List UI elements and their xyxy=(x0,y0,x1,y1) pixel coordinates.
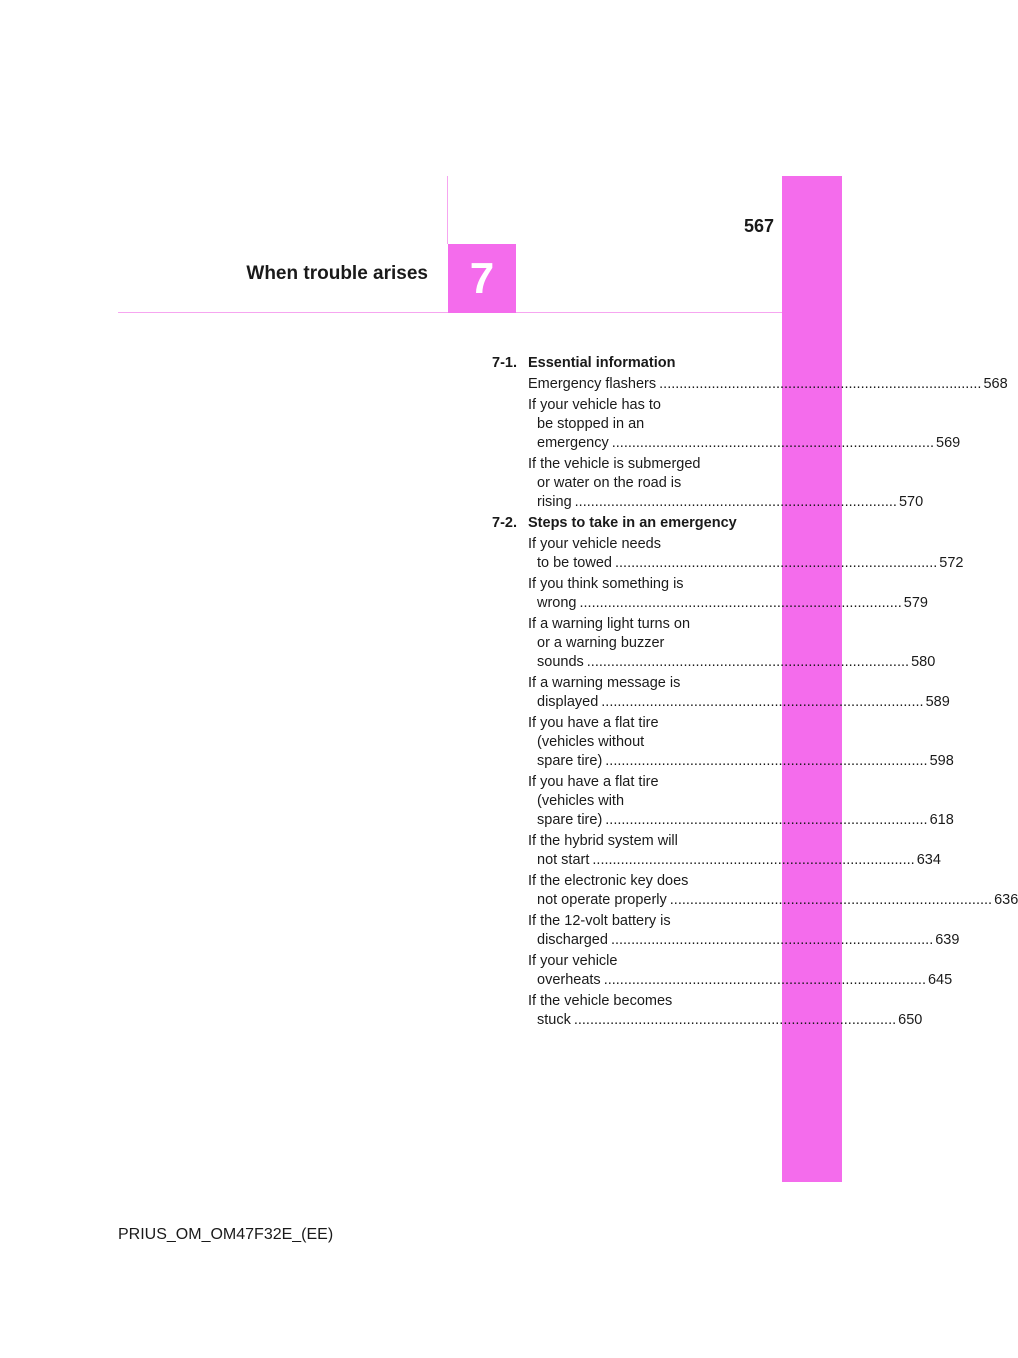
table-of-contents xyxy=(492,354,1018,1032)
toc-entry-text: If the vehicle is submerged xyxy=(528,456,701,472)
section-number: 7-1. xyxy=(492,355,517,371)
toc-entry[interactable] xyxy=(492,455,924,512)
toc-entry-line xyxy=(528,752,954,771)
chapter-title: When trouble arises xyxy=(246,263,428,284)
toc-entry[interactable] xyxy=(492,952,953,990)
toc-dot-leader: ................................................................................ xyxy=(573,1012,897,1028)
toc-dot-leader: ................................................................................ xyxy=(610,932,934,948)
toc-entry-text: If you have a flat tire xyxy=(528,774,659,790)
toc-page-number: 589 xyxy=(925,694,950,710)
toc-entry-text: If the electronic key does xyxy=(528,873,689,889)
toc-dot-leader: ................................................................................ xyxy=(586,654,910,670)
footer-document-id: PRIUS_OM_OM47F32E_(EE) xyxy=(118,1226,334,1243)
toc-dot-leader: ................................................................................ xyxy=(601,694,924,710)
toc-entry[interactable] xyxy=(492,714,954,771)
toc-dot-leader: ................................................................................ xyxy=(592,852,915,868)
toc-entry-text: overheats xyxy=(537,972,601,988)
toc-entry-line xyxy=(528,493,924,512)
toc-entry-text: or a warning buzzer xyxy=(537,635,665,651)
toc-dot-leader: ................................................................................ xyxy=(659,376,982,392)
toc-entry-text: emergency xyxy=(537,435,609,451)
toc-page-number: 639 xyxy=(935,932,960,948)
toc-entry-line xyxy=(528,971,953,990)
toc-page-number: 568 xyxy=(983,376,1008,392)
toc-dot-leader: ................................................................................ xyxy=(669,892,993,908)
toc-page-number: 598 xyxy=(929,753,954,769)
toc-entry-line xyxy=(528,773,740,792)
toc-entry-line xyxy=(528,375,1008,394)
toc-entry[interactable] xyxy=(492,575,928,613)
toc-entry-text: displayed xyxy=(537,694,599,710)
toc-entry-text: Emergency flashers xyxy=(528,376,657,392)
toc-entry-line xyxy=(528,434,961,453)
toc-dot-leader: ................................................................................ xyxy=(574,494,897,510)
toc-entry-line xyxy=(528,851,941,870)
toc-entry-text: If your vehicle needs xyxy=(528,536,661,552)
toc-entry-text: rising xyxy=(537,494,572,510)
toc-entry-text: not start xyxy=(537,852,590,868)
toc-entry-text: If a warning message is xyxy=(528,675,681,691)
toc-entry-text: sounds xyxy=(537,654,584,670)
toc-entry-line xyxy=(528,792,740,811)
toc-entry-text: If the hybrid system will xyxy=(528,833,678,849)
toc-entry-line xyxy=(528,634,740,653)
toc-entry-line xyxy=(528,674,740,693)
toc-entry-line xyxy=(528,891,1018,910)
section-title: Steps to take in an emergency xyxy=(528,515,737,531)
toc-page-number: 570 xyxy=(898,494,924,510)
toc-entry[interactable] xyxy=(492,912,960,950)
chapter-side-tab xyxy=(782,176,842,1182)
toc-entry-text: or water on the road is xyxy=(537,475,682,491)
header-vertical-rule xyxy=(447,176,448,244)
toc-page-number: 580 xyxy=(911,654,936,670)
toc-page-number: 579 xyxy=(903,595,928,611)
toc-page-number: 572 xyxy=(939,555,964,571)
toc-entry-line xyxy=(528,455,740,474)
toc-page-number: 569 xyxy=(936,435,961,451)
toc-entry-line xyxy=(528,992,740,1011)
toc-entry[interactable] xyxy=(492,615,936,672)
toc-entry-line xyxy=(528,535,740,554)
toc-entry-line xyxy=(528,714,740,733)
toc-entry-text: be stopped in an xyxy=(537,416,645,432)
toc-dot-leader: ................................................................................ xyxy=(611,435,935,451)
section-title: Essential information xyxy=(528,355,676,371)
toc-entry-line xyxy=(528,693,950,712)
toc-dot-leader: ................................................................................ xyxy=(603,972,926,988)
toc-entry-text: wrong xyxy=(537,595,577,611)
toc-entry-line xyxy=(528,931,960,950)
toc-entry[interactable] xyxy=(492,773,954,830)
toc-page-number: 645 xyxy=(927,972,953,988)
toc-section-heading xyxy=(492,354,740,373)
toc-entry-text: If the 12-volt battery is xyxy=(528,913,671,929)
toc-entry-line xyxy=(528,811,954,830)
toc-entry-text: If you think something is xyxy=(528,576,684,592)
toc-entry-text: If the vehicle becomes xyxy=(528,993,673,1009)
toc-dot-leader: ................................................................................ xyxy=(605,812,928,828)
toc-entry-text: to be towed xyxy=(537,555,612,571)
toc-entry[interactable] xyxy=(492,535,964,573)
toc-entry-text: stuck xyxy=(537,1012,571,1028)
toc-entry-line xyxy=(528,615,740,634)
toc-entry-line xyxy=(528,952,740,971)
toc-section-heading xyxy=(492,514,740,533)
chapter-number: 7 xyxy=(469,253,495,303)
toc-entry[interactable] xyxy=(492,872,1018,910)
toc-entry-text: (vehicles with xyxy=(537,793,625,809)
toc-entry-text: If your vehicle xyxy=(528,953,618,969)
toc-dot-leader: ................................................................................ xyxy=(579,595,902,611)
toc-entry-text: If a warning light turns on xyxy=(528,616,691,632)
toc-entry[interactable] xyxy=(492,674,950,712)
toc-dot-leader: ................................................................................ xyxy=(605,753,928,769)
toc-page-number: 634 xyxy=(916,852,941,868)
toc-entry-text: If your vehicle has to xyxy=(528,397,661,413)
toc-entry-text: spare tire) xyxy=(537,753,603,769)
toc-entry-line xyxy=(528,912,740,931)
toc-entry-text: (vehicles without xyxy=(537,734,645,750)
toc-entry[interactable] xyxy=(492,992,923,1030)
toc-entry-line xyxy=(528,415,740,434)
toc-entry[interactable] xyxy=(492,396,961,453)
toc-page-number: 650 xyxy=(898,1012,923,1028)
toc-dot-leader: ................................................................................ xyxy=(614,555,938,571)
toc-entry-text: discharged xyxy=(537,932,608,948)
toc-entry-text: If you have a flat tire xyxy=(528,715,659,731)
toc-entry-line xyxy=(528,396,740,415)
toc-entry-line xyxy=(528,653,936,672)
toc-entry[interactable] xyxy=(492,375,1008,394)
toc-page-number: 636 xyxy=(994,892,1018,908)
toc-entry-line xyxy=(528,594,928,613)
chapter-number-box xyxy=(448,244,516,313)
toc-entry-text: not operate properly xyxy=(537,892,667,908)
toc-entry[interactable] xyxy=(492,832,941,870)
toc-entry-text: spare tire) xyxy=(537,812,603,828)
toc-entry-line xyxy=(528,872,740,891)
toc-entry-line xyxy=(528,733,740,752)
toc-entry-line xyxy=(528,1011,923,1030)
section-number: 7-2. xyxy=(492,515,517,531)
toc-entry-line xyxy=(528,832,740,851)
toc-entry-line xyxy=(528,554,964,573)
toc-page-number: 618 xyxy=(929,812,954,828)
toc-entry-line xyxy=(528,575,740,594)
page-number: 567 xyxy=(743,216,774,236)
toc-entry-line xyxy=(528,474,740,493)
